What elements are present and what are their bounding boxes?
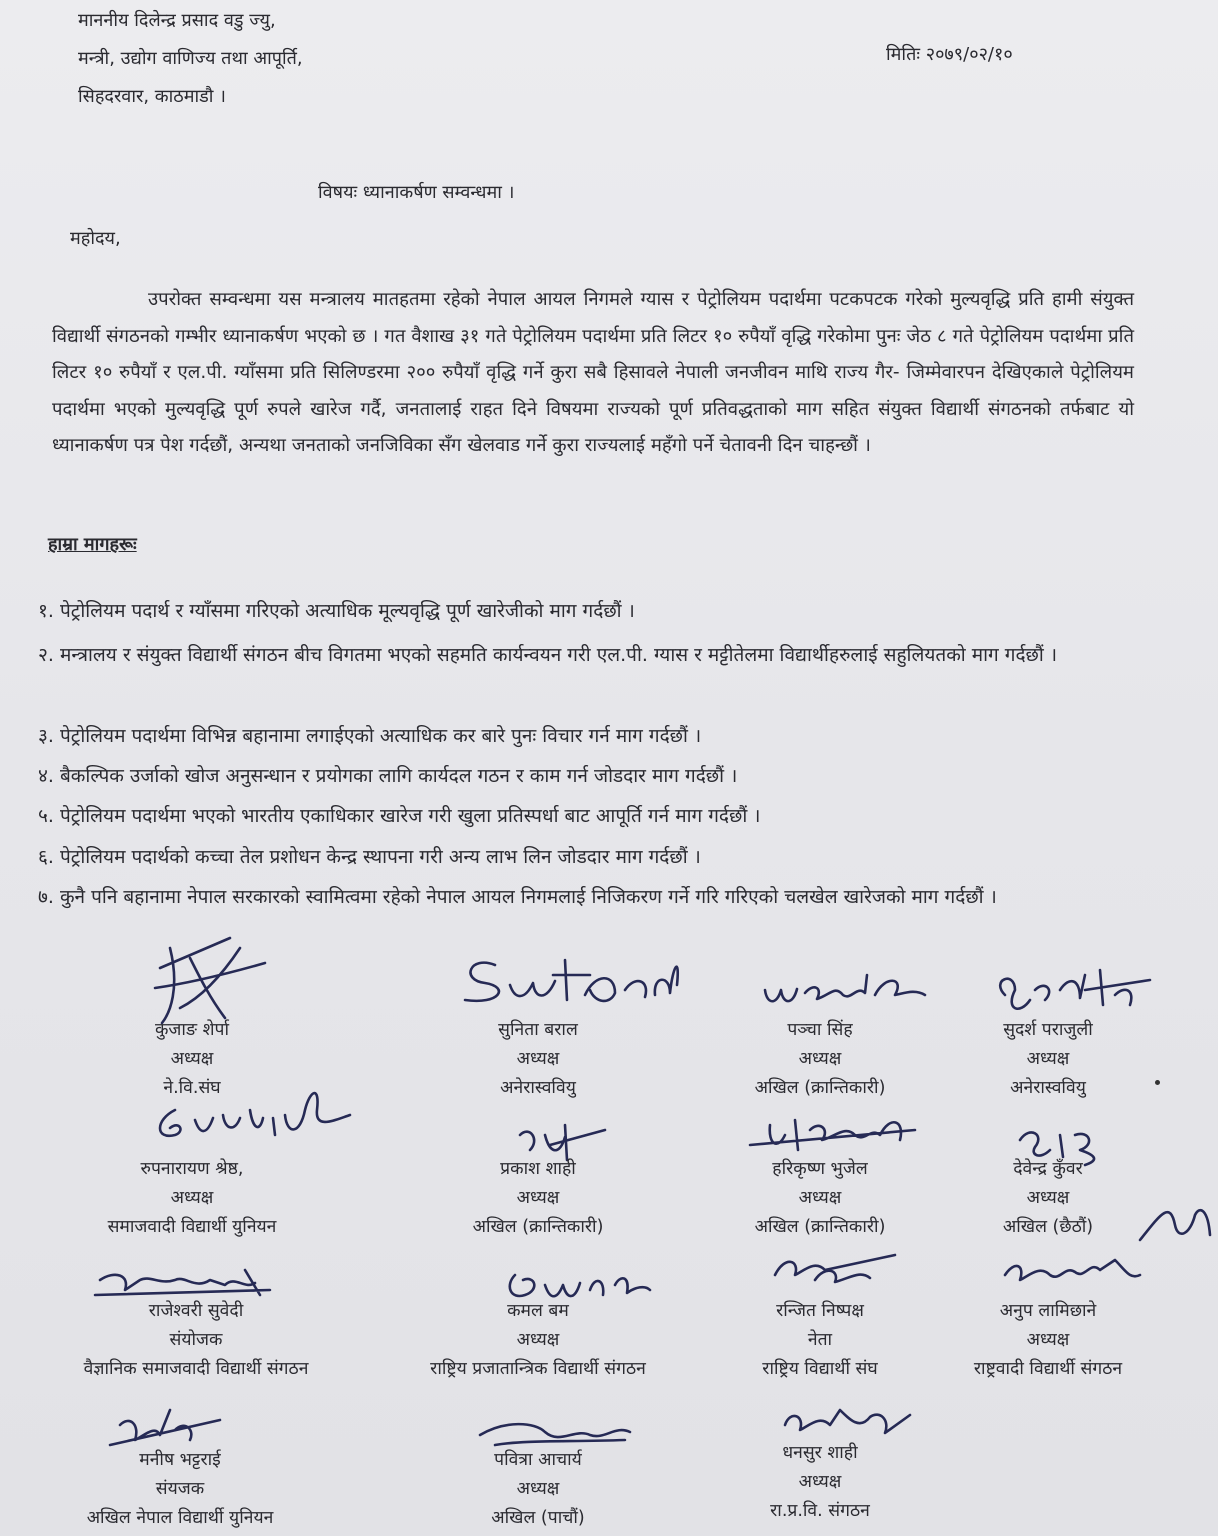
demand-item-2: २. मन्त्रालय र संयुक्त विद्यार्थी संगठन बीच विगतमा भएको सहमति कार्यन्वयन गरी एल.पी. ग्यास र मट्टीतेलमा विद्यार्थीहरुलाई सहुलियतको माग गर्दछौं । xyxy=(38,644,1058,666)
signatory-name: देवेन्द्र कुँवर xyxy=(1013,1159,1083,1179)
signature-mark-3 xyxy=(755,965,935,1020)
demand-item-5: ५. पेट्रोलियम पदार्थमा भएको भारतीय एकाधिकार खारेज गरी खुला प्रतिस्पर्धा बाट आपूर्ति गर्न माग गर्दछौं । xyxy=(38,805,761,827)
signatory-2 xyxy=(408,1016,668,1103)
signatory-org: अनेरास्ववियु xyxy=(1010,1078,1086,1098)
letter-subject: विषयः ध्यानाकर्षण सम्वन्धमा । xyxy=(318,182,515,203)
signatory-name: पञ्चा सिंह xyxy=(787,1020,853,1040)
signatory-name: प्रकाश शाही xyxy=(500,1159,576,1179)
signatory-org: रा.प्र.वि. संगठन xyxy=(770,1501,870,1521)
signatory-role: अध्यक्ष xyxy=(516,1479,560,1499)
signatory-5 xyxy=(62,1155,322,1242)
demand-item-4: ४. बैकल्पिक उर्जाको खोज अनुसन्धान र प्रयोगका लागि कार्यदल गठन र काम गर्न जोडदार माग गर्दछौं । xyxy=(38,765,738,787)
signatory-role: अध्यक्ष xyxy=(516,1330,560,1350)
recipient-line-3: सिहदरवार, काठमाडौ । xyxy=(78,86,226,107)
letter-date: मितिः २०७९/०२/१० xyxy=(886,44,1013,65)
signatory-role: अध्यक्ष xyxy=(516,1188,560,1208)
signatory-name: धनसुर शाही xyxy=(782,1443,858,1463)
signatory-7 xyxy=(690,1155,950,1242)
signatory-name: पवित्रा आचार्य xyxy=(494,1450,582,1470)
signatory-role: अध्यक्ष xyxy=(798,1049,842,1069)
recipient-line-2: मन्त्री, उद्योग वाणिज्य तथा आपूर्ति, xyxy=(78,48,303,69)
signatory-role: अध्यक्ष xyxy=(170,1049,214,1069)
signatory-name: अनुप लामिछाने xyxy=(999,1301,1097,1321)
signatory-10 xyxy=(388,1297,688,1384)
signatory-org: अखिल (छैठौं) xyxy=(1002,1217,1094,1237)
demand-item-3: ३. पेट्रोलियम पदार्थमा विभिन्न बहानामा लगाईएको अत्याधिक कर बारे पुनः विचार गर्न माग गर्दछौं । xyxy=(38,725,702,747)
signature-mark-2 xyxy=(455,945,695,1020)
signatory-role: अध्यक्ष xyxy=(516,1049,560,1069)
signatory-org: अखिल (क्रान्तिकारी) xyxy=(754,1217,886,1237)
signatory-4 xyxy=(918,1016,1178,1103)
signatory-14 xyxy=(408,1446,668,1533)
signatory-role: अध्यक्ष xyxy=(1026,1049,1070,1069)
signatory-org: ने.वि.संघ xyxy=(163,1078,221,1098)
signatory-org: समाजवादी विद्यार्थी युनियन xyxy=(107,1217,277,1237)
signatory-12 xyxy=(918,1297,1178,1384)
signatory-9 xyxy=(46,1297,346,1384)
signatory-role: संयोजक xyxy=(169,1330,223,1350)
signatory-name: हरिकृष्ण भुजेल xyxy=(772,1159,868,1179)
signatory-org: अनेरास्ववियु xyxy=(500,1078,576,1098)
signatory-role: अध्यक्ष xyxy=(798,1472,842,1492)
demand-item-7: ७. कुनै पनि बहानामा नेपाल सरकारको स्वामित्वमा रहेको नेपाल आयल निगमलाई निजिकरण गर्ने गरि गरिएको चलखेल खारेजको माग गर्दछौं । xyxy=(38,886,997,908)
signatory-name: रन्जित निष्पक्ष xyxy=(776,1301,864,1321)
signatory-8 xyxy=(918,1155,1178,1242)
signatory-org: राष्ट्रिय विद्यार्थी संघ xyxy=(762,1359,878,1379)
signatory-role: नेता xyxy=(807,1330,833,1350)
signatory-role: अध्यक्ष xyxy=(1026,1188,1070,1208)
signatory-name: मनीष भट्टराई xyxy=(139,1450,221,1470)
signatory-name: रुपनारायण श्रेष्ठ, xyxy=(140,1159,244,1179)
signatory-org: राष्ट्रिय प्रजातान्त्रिक विद्यार्थी संगठन xyxy=(430,1359,646,1379)
signatory-org: अखिल (पाचौं) xyxy=(491,1508,585,1528)
signatory-13 xyxy=(30,1446,330,1533)
signatory-6 xyxy=(408,1155,668,1242)
signatory-org: अखिल (क्रान्तिकारी) xyxy=(754,1078,886,1098)
demand-item-1: १. पेट्रोलियम पदार्थ र ग्याँसमा गरिएको अत्याधिक मूल्यवृद्धि पूर्ण खारेजीको माग गर्दछौं । xyxy=(38,600,635,622)
signatory-org: अखिल (क्रान्तिकारी) xyxy=(472,1217,604,1237)
signatory-name: राजेश्वरी सुवेदी xyxy=(148,1301,244,1321)
signatory-name: सुदर्श पराजुली xyxy=(1003,1020,1093,1040)
signatory-name: सुनिता बराल xyxy=(498,1020,578,1040)
signatory-role: संयजक xyxy=(155,1479,205,1499)
salutation: महोदय, xyxy=(70,228,121,249)
letter-body-text: उपरोक्त सम्वन्धमा यस मन्त्रालय मातहतमा रहेको नेपाल आयल निगमले ग्यास र पेट्रोलियम पदार्थमा पटकपटक गरेको मुल्यवृद्धि प्रति हामी संयुक्त विद्यार्थी संगठनको गम्भीर ध्यानाकर्षण भएको छ । गत वैशाख ३१ गते पेट्रोलियम पदार्थमा प्रति लिटर १० रुपैयाँ वृद्धि गरेकोमा पुनः जेठ ८ गते पेट्रोलियम पदार्थमा प्रति लिटर १० रुपैयाँ र एल.पी. ग्याँसमा प्रति सिलिण्डरमा २०० रुपैयाँ वृद्धि गर्ने कुरा सबै हिसावले नेपाली जनजीवन माथि राज्य गैर- जिम्मेवारपन देखिएकाले पेट्रोलियम पदार्थमा भएको मुल्यवृद्धि पूर्ण रुपले खारेज गर्दै, जनतालाई राहत दिने विषयमा राज्यको पूर्ण प्रतिवद्धताको माग सहित संयुक्त विद्यार्थी संगठनको तर्फबाट यो ध्यानाकर्षण पत्र पेश गर्दछौं, अन्यथा जनताको जनजिविका सँग खेलवाड गर्ने कुरा राज्यलाई महँगो पर्ने चेतावनी दिन चाहन्छौं । xyxy=(52,289,1134,456)
recipient-line-1: माननीय दिलेन्द्र प्रसाद वडु ज्यु, xyxy=(78,10,276,31)
signatory-name: कुजाङ शेर्पा xyxy=(154,1020,230,1040)
signatory-1 xyxy=(62,1016,322,1103)
signatory-org: अखिल नेपाल विद्यार्थी युनियन xyxy=(86,1508,274,1528)
signatory-name: कमल बम xyxy=(507,1301,569,1321)
demand-item-6: ६. पेट्रोलियम पदार्थको कच्चा तेल प्रशोधन केन्द्र स्थापना गरी अन्य लाभ लिन जोडदार माग गर्दछौं । xyxy=(38,846,701,868)
signature-mark-11 xyxy=(755,1240,905,1295)
signature-mark-12 xyxy=(995,1240,1145,1295)
signatory-role: अध्यक्ष xyxy=(1026,1330,1070,1350)
signatory-15 xyxy=(690,1439,950,1526)
signatory-org: राष्ट्रवादी विद्यार्थी संगठन xyxy=(973,1359,1123,1379)
signatory-role: अध्यक्ष xyxy=(170,1188,214,1208)
demands-heading: हाम्रा मागहरूः xyxy=(48,534,137,555)
signature-mark-1 xyxy=(140,928,280,1028)
signatory-org: वैज्ञानिक समाजवादी विद्यार्थी संगठन xyxy=(83,1359,309,1379)
signatory-role: अध्यक्ष xyxy=(798,1188,842,1208)
letter-body xyxy=(52,282,1134,465)
signatory-11 xyxy=(690,1297,950,1384)
signatory-3 xyxy=(690,1016,950,1103)
